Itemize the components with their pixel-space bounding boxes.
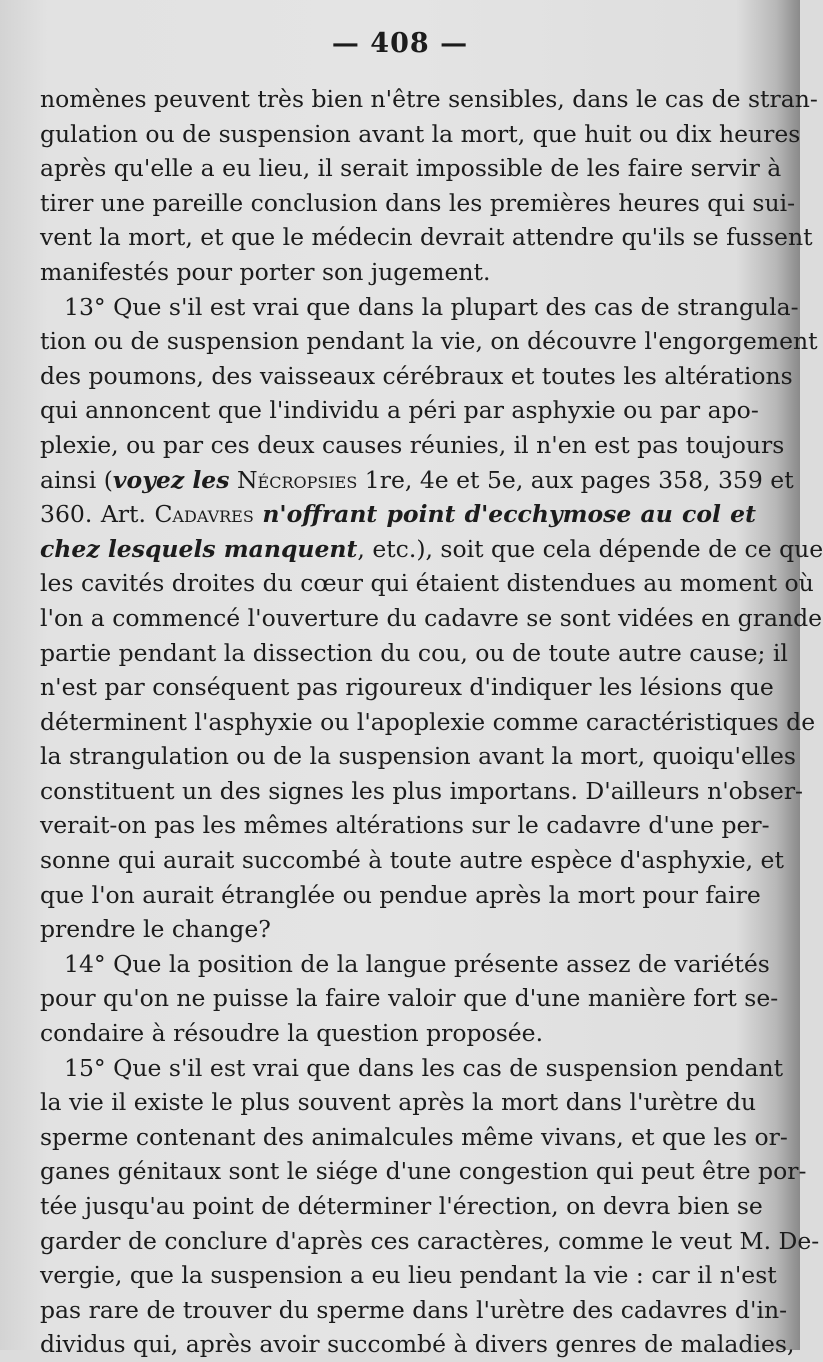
text-line: dividus qui, après avoir succombé à divers genres de maladies, — [40, 1330, 795, 1359]
text-run: 1re, 4e et 5e, aux pages 358, 359 et — [364, 465, 794, 494]
text-line: pour qu'on ne puisse la faire valoir que d'une manière fort se- — [40, 984, 779, 1013]
text-line: après qu'elle a eu lieu, il serait impossible de les faire servir à — [40, 154, 782, 183]
small-caps-run: Cadavres — [154, 500, 254, 529]
text-line: l'on a commencé l'ouverture du cadavre se sont vidées en grande — [40, 603, 823, 632]
text-line: 13° Que s'il est vrai que dans la plupart des cas de strangula- — [64, 292, 799, 321]
text-line: nomènes peuvent très bien n'être sensibles, dans le cas de stran- — [40, 85, 818, 113]
text-line: constituent un des signes les plus importans. D'ailleurs n'obser- — [40, 776, 803, 805]
text-line: ganes génitaux sont le siége d'une congestion qui peut être por- — [40, 1157, 807, 1186]
text-line: condaire à résoudre la question proposée. — [40, 1019, 544, 1048]
text-line: partie pendant la dissection du cou, ou de toute autre cause; il — [40, 638, 788, 667]
text-run: ainsi ( — [40, 465, 113, 494]
page-body — [40, 82, 823, 1362]
small-caps-run: Nécropsies — [236, 465, 358, 494]
text-line: tion ou de suspension pendant la vie, on découvre l'engorgement — [40, 327, 818, 356]
text-line: verait-on pas les mêmes altérations sur le cadavre d'une per- — [40, 811, 770, 840]
text-line: des poumons, des vaisseaux cérébraux et toutes les altérations — [40, 361, 793, 390]
page-number: — 408 — — [331, 28, 469, 59]
text-line-mixed — [40, 497, 756, 532]
text-line-mixed — [40, 463, 794, 498]
text-line: sperme contenant des animalcules même vivans, et que les or- — [40, 1122, 788, 1151]
italic-run: n'offrant point d'ecchymose au col et — [262, 500, 756, 529]
text-line: prendre le change? — [40, 915, 271, 944]
text-line: que l'on aurait étranglée ou pendue après la mort pour faire — [40, 880, 761, 909]
text-line: déterminent l'asphyxie ou l'apoplexie comme caractéristiques de — [40, 707, 816, 736]
text-line: n'est par conséquent pas rigoureux d'indiquer les lésions que — [40, 673, 774, 702]
text-line: la strangulation ou de la suspension avant la mort, quoiqu'elles — [40, 742, 796, 771]
text-run: , etc.), soit que cela dépende de ce que — [357, 534, 823, 563]
text-run: 360. Art. — [40, 500, 146, 529]
text-line: sonne qui aurait succombé à toute autre espèce d'asphyxie, et — [40, 846, 784, 875]
text-line: vent la mort, et que le médecin devrait attendre qu'ils se fussent — [40, 223, 813, 252]
text-line: manifestés pour porter son jugement. — [40, 257, 491, 286]
text-line: vergie, que la suspension a eu lieu pendant la vie : car il n'est — [40, 1261, 777, 1290]
text-line: 14° Que la position de la langue présente assez de variétés — [64, 949, 770, 978]
text-line: pas rare de trouver du sperme dans l'urètre des cadavres d'in- — [40, 1295, 788, 1324]
text-line: garder de conclure d'après ces caractères, comme le veut M. De- — [40, 1226, 820, 1255]
text-line: plexie, ou par ces deux causes réunies, il n'en est pas toujours — [40, 430, 785, 459]
text-line: les cavités droites du cœur qui étaient distendues au moment où — [40, 569, 814, 598]
text-line: tirer une pareille conclusion dans les premières heures qui sui- — [40, 188, 796, 217]
text-line: la vie il existe le plus souvent après la mort dans l'urètre du — [40, 1088, 756, 1117]
text-line: 15° Que s'il est vrai que dans les cas de suspension pendant — [64, 1053, 784, 1082]
italic-run: voyez les — [112, 465, 230, 494]
text-line: qui annoncent que l'individu a péri par asphyxie ou par apo- — [40, 396, 759, 425]
text-line: tée jusqu'au point de déterminer l'érection, on devra bien se — [40, 1192, 763, 1220]
text-line-mixed — [40, 532, 823, 567]
text-line: gulation ou de suspension avant la mort, que huit ou dix heures — [40, 119, 801, 148]
italic-run: chez lesquels manquent — [40, 534, 358, 563]
